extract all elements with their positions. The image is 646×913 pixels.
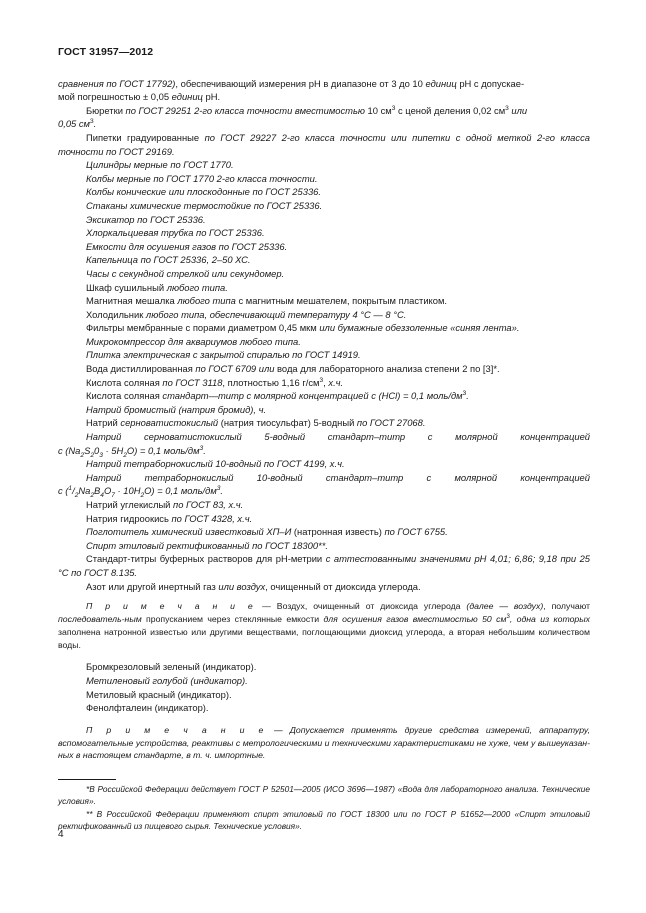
text-span: или бумажные обеззоленные «синяя лента». [319, 322, 520, 334]
text-span: последователь-ным [58, 613, 142, 624]
text-span: Магнитная мешалка [86, 295, 178, 307]
text-span: Капельница по ГОСТ 25336, 2–50 ХС. [86, 254, 251, 266]
paragraph-burettes [58, 104, 590, 131]
text-span: с аттестованными значениями рН 4,01; 6,86; 9,18 при 25 °С по ГОСТ 8.135. [58, 553, 591, 578]
text-span: Стаканы химические термостойкие по ГОСТ 25336. [86, 199, 323, 211]
list-item [58, 267, 590, 281]
text-span: единиц [425, 77, 457, 89]
text-span: по ГОСТ 27068. [356, 417, 426, 429]
list-item [58, 552, 590, 579]
list-item [58, 294, 590, 308]
note-air [58, 600, 590, 651]
text-span: заполнена натронной известью или другими веществами, поглощающими диоксид углерода, а вторая небольшим количеством воды. [58, 626, 590, 650]
list-item [58, 172, 590, 186]
text-span: стандарт—титр с молярной концентрацией с (HCl) = 0,1 моль/дм [162, 390, 463, 402]
list-item [58, 498, 590, 512]
main-text [58, 77, 590, 594]
superscript: 3 [505, 104, 509, 112]
text-span: , очищенный от диоксида углерода. [265, 580, 421, 592]
superscript: 1 [68, 485, 73, 493]
subscript: 2 [90, 451, 95, 459]
text-span: х.ч. [328, 376, 344, 388]
footnote-divider [58, 779, 116, 780]
text-span: или [508, 104, 528, 116]
paragraph-ph-meter [58, 77, 590, 104]
text-span: Эксикатор по ГОСТ 25336. [86, 213, 206, 225]
subscript: 2 [74, 492, 79, 500]
superscript: 3 [391, 104, 396, 112]
list-item: Бромкрезоловый зеленый (индикатор). [86, 661, 257, 673]
text-span: — Воздух, очищенный от диоксида углерода [256, 601, 467, 612]
superscript: 3 [462, 390, 467, 398]
text-span: по ГОСТ 6755. [384, 526, 448, 538]
text-span: / [72, 485, 75, 497]
text-span: (далее — воздух) [466, 601, 544, 612]
text-span: Цилиндры мерные по ГОСТ 1770. [86, 159, 234, 171]
text-span: B [94, 485, 101, 497]
text-span: . [203, 444, 206, 456]
text-span: , [323, 376, 329, 388]
text-span: по ГОСТ 83, х.ч. [173, 499, 244, 510]
text-span: Спирт этиловый ректификованный по ГОСТ 18300**. [86, 539, 328, 551]
text-span: сравнения по ГОСТ 17792) [58, 77, 176, 89]
text-span: Кислота соляная [86, 376, 163, 388]
text-span: Бюретки [86, 104, 126, 116]
list-item [58, 539, 590, 553]
text-span: рН с допускае- [456, 77, 525, 89]
text-span: пропусканием через стеклянные емкости [141, 613, 324, 624]
page-number: 4 [58, 829, 64, 840]
text-span: по ГОСТ 29227 2-го класса точности или пипетки с одной меткой 2-го класса точности по ГОСТ 29169. [58, 131, 590, 157]
subscript: 2 [80, 451, 85, 459]
text-span: Колбы мерные по ГОСТ 1770 2-го класса точности. [86, 172, 318, 184]
list-item [58, 389, 590, 403]
list-item [58, 321, 590, 335]
superscript: 3 [216, 485, 221, 493]
text-span: Часы с секундной стрелкой или секундомер. [86, 267, 285, 279]
text-span: Вода дистиллированная [86, 363, 196, 375]
text-span: Микрокомпрессор для аквариумов любого типа. [86, 335, 301, 347]
text-span: Кислота соляная [86, 390, 163, 402]
text-span: . [220, 485, 224, 497]
text-span: (натрия тиосульфат) 5-водный [218, 417, 357, 429]
subscript: 7 [111, 492, 115, 500]
text-span: Фильтры мембранные с порами диаметром 0,45 мкм [86, 322, 320, 334]
text-span: Азот или другой инертный газ [86, 580, 219, 592]
text-span: · 5H [102, 444, 124, 456]
list-item [58, 199, 590, 213]
text-span: · 10H [114, 485, 141, 497]
subscript: 4 [100, 492, 104, 500]
text-span: . [93, 118, 97, 130]
list-item [58, 674, 590, 688]
text-span: по ГОСТ 4328, х.ч. [171, 512, 253, 524]
text-span: с магнитным мешателем, покрытым пластиком. [235, 295, 448, 307]
list-item: Метиловый красный (индикатор). [86, 688, 232, 700]
list-item [58, 253, 590, 267]
text-span: , обеспечивающий измерения рН в диапазоне от 3 до 10 [175, 77, 426, 89]
note-label: П р и м е ч а н и е [86, 601, 257, 612]
footnote-2 [58, 808, 590, 832]
subscript: 3 [99, 451, 103, 459]
list-item [58, 348, 590, 362]
list-item: Фенолфталеин (индикатор). [86, 702, 209, 714]
text-span: с ценой деления 0,02 см [395, 104, 506, 116]
text-span: , плотностью 1,16 г/см [222, 376, 320, 388]
list-item [58, 240, 590, 254]
text-span: O [103, 485, 112, 497]
note-label: П р и м е ч а н и е [86, 724, 267, 735]
list-item [58, 185, 590, 199]
document-header: ГОСТ 31957—2012 [58, 46, 154, 58]
text-span: S [84, 444, 91, 456]
text-span: Метиленовый голубой (индикатор). [86, 674, 248, 686]
list-item [58, 580, 590, 594]
text-span: Шкаф сушильный [86, 281, 167, 293]
text-span: , одна из которых [509, 613, 590, 624]
text-span: Поглотитель химический известковый ХП–И [86, 526, 292, 538]
list-item-formula [58, 444, 590, 458]
list-item [58, 457, 590, 471]
text-span: по ГОСТ 29251 2-го класса точности вместимостью [125, 104, 365, 116]
text-span: Натрий [86, 417, 121, 429]
text-span: любого типа, обеспечивающий температуру 4 °С — 8 °С. [145, 308, 407, 320]
text-span: с ( [58, 485, 69, 497]
indicators-list [58, 660, 590, 714]
list-item [58, 376, 590, 390]
text-span: вода для лабораторного анализа степени 2 по [3]*. [274, 363, 500, 375]
subscript: 2 [123, 451, 127, 459]
text-span: Плитка электрическая с закрытой спиралью по ГОСТ 14919. [86, 349, 361, 361]
text-span: Пипетки градуированные [86, 131, 205, 143]
text-span: единиц [171, 91, 203, 103]
list-item [58, 226, 590, 240]
list-item [58, 308, 590, 322]
text-span: — Допускается применять другие средства измерений, аппаратуру, вспомогательные устройства, реактивы с метрологическими и техническими характеристиками не хуже, чем у вышеуказан-ных в настоящем стандарте, в т. ч. импортные. [58, 724, 590, 761]
text-span: Стандарт-титры буферных растворов для рН-метрии [86, 553, 326, 565]
list-item [58, 416, 590, 430]
superscript: 3 [89, 118, 94, 126]
paragraph-pipettes [58, 131, 590, 158]
text-span: Емкости для осушения газов по ГОСТ 25336. [86, 240, 288, 252]
text-span: O) = 0,1 моль/дм [126, 444, 200, 456]
text-span: или воздух [218, 580, 266, 592]
text-span: 10 см [364, 104, 392, 116]
text-span: Холодильник [86, 308, 146, 320]
list-item [58, 362, 590, 376]
text-span: Натрия гидроокись [86, 512, 172, 524]
superscript: 3 [199, 444, 204, 452]
list-item [58, 512, 590, 526]
text-span: Натрий тетраборнокислый 10-водный по ГОСТ 4199, х.ч. [86, 458, 345, 470]
subscript: 2 [140, 492, 145, 500]
text-span: Натрий серноватистокислый 5-водный стандарт–титр с молярной концентрацией [86, 431, 590, 443]
text-span: ** В Российской Федерации применяют спирт этиловый по ГОСТ 18300 или по ГОСТ Р 51652—2000 «Спирт этиловый ректификованный из пищевого сырья. Технические условия». [58, 808, 590, 831]
text-span: 0,05 см [58, 118, 90, 130]
text-span: любого типа. [166, 281, 228, 293]
text-span: Натрий тетраборнокислый 10-водный стандарт–титр с молярной концентрацией [86, 471, 590, 483]
text-span: по ГОСТ 3118 [162, 376, 223, 388]
list-item [58, 335, 590, 349]
text-span: с (Na [58, 444, 81, 456]
text-span: серноватистокислый [120, 417, 219, 429]
superscript: 3 [506, 613, 510, 621]
list-item [58, 281, 590, 295]
document-page [58, 46, 590, 832]
list-item [58, 471, 590, 485]
text-span: Na [78, 485, 91, 497]
text-span: мой погрешностью ± 0,05 [58, 91, 172, 103]
text-span: Хлоркальциевая трубка по ГОСТ 25336. [86, 227, 265, 239]
list-item [58, 403, 590, 417]
list-item-formula [58, 484, 590, 498]
text-span: O) = 0,1 моль/дм [144, 485, 217, 497]
subscript: 2 [90, 492, 95, 500]
text-span: . [466, 390, 469, 402]
text-span: , получают [543, 601, 590, 612]
superscript: 3 [319, 376, 324, 384]
text-span: *В Российской Федерации действует ГОСТ Р 52501—2005 (ИСО 3696—1987) «Вода для лабораторного анализа. Технические условия». [58, 784, 590, 807]
list-item [58, 430, 590, 444]
text-span: рН. [202, 91, 221, 103]
text-span: для осушения газов вместимостью 50 см [323, 613, 507, 624]
list-item [58, 158, 590, 172]
text-span: по ГОСТ 6709 или [195, 363, 275, 375]
text-span: Натрий углекислый [86, 499, 174, 510]
text-span: любого типа [177, 295, 236, 307]
text-span: Натрий бромистый (натрия бромид), ч. [86, 403, 267, 415]
note-equipment [58, 724, 590, 762]
text-span: (натронная известь) [291, 526, 385, 538]
list-item [58, 525, 590, 539]
text-span: Колбы конические или плоскодонные по ГОСТ 25336. [86, 186, 321, 198]
footnote-1 [58, 783, 590, 807]
list-item [58, 213, 590, 227]
text-span: 0 [94, 444, 100, 456]
